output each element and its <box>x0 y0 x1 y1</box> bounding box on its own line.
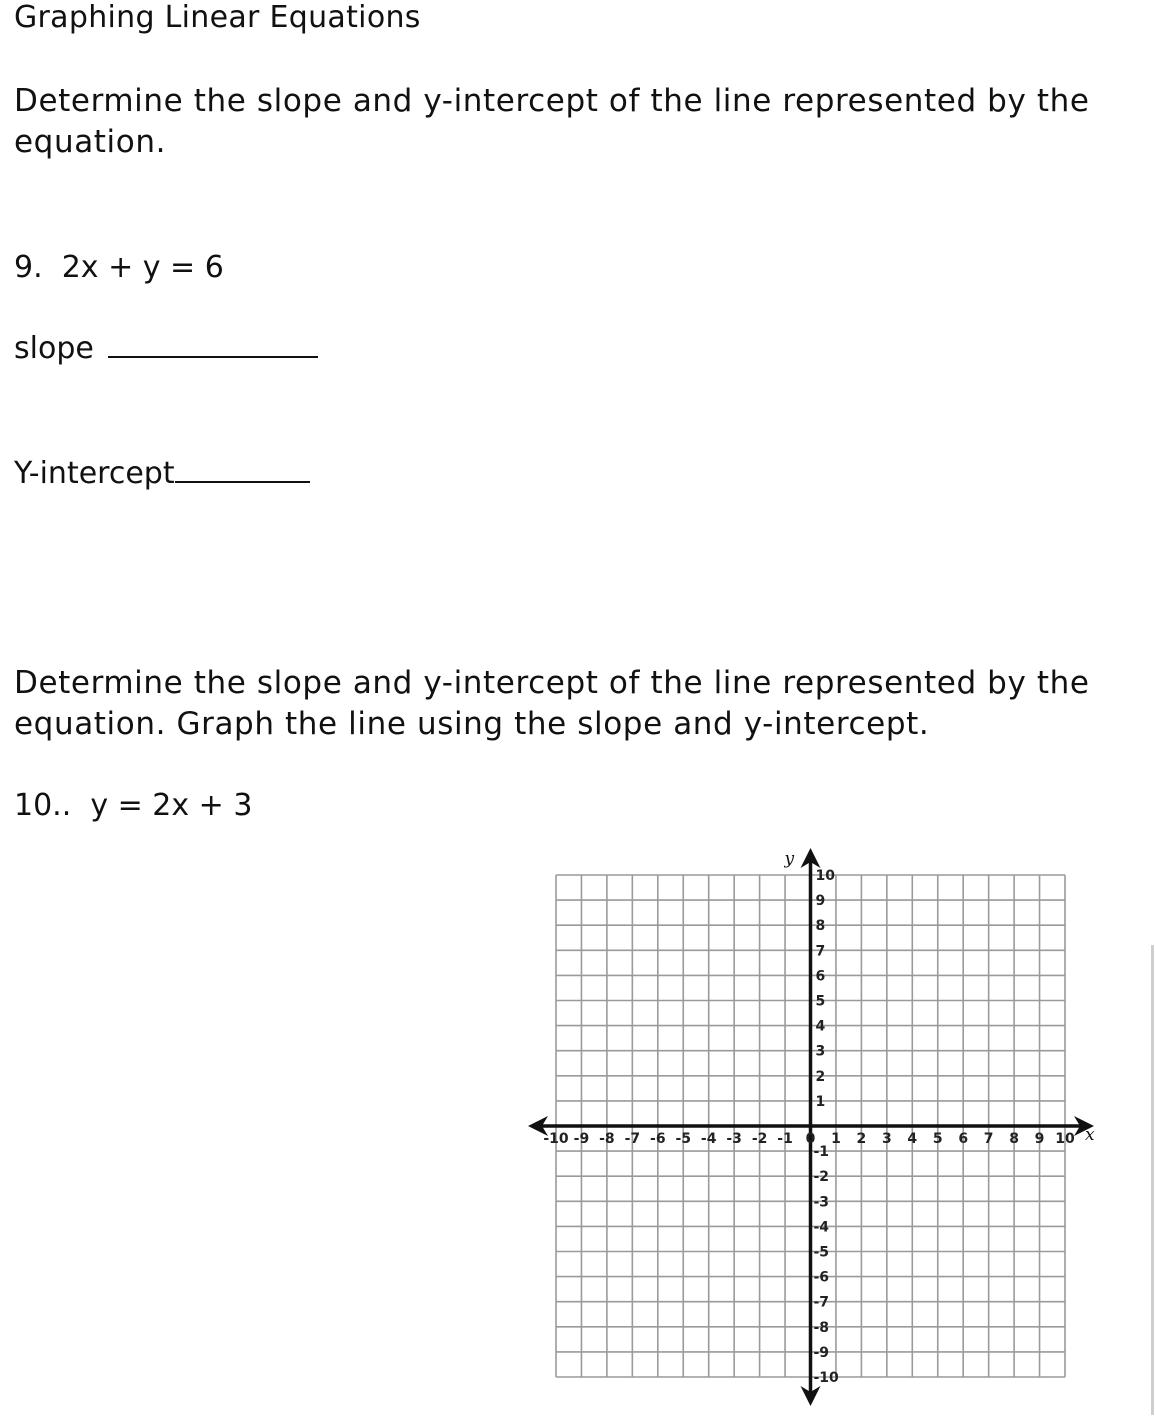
axes <box>528 848 1094 1406</box>
problem-9-equation: 2x + y = 6 <box>61 250 224 285</box>
x-tick-label: -3 <box>726 1131 742 1147</box>
worksheet-title: Graphing Linear Equations <box>14 0 421 35</box>
x-tick-label: 3 <box>881 1131 892 1147</box>
x-tick-label: 7 <box>983 1131 994 1147</box>
x-tick-label: -8 <box>599 1131 615 1147</box>
y-tick-label: -9 <box>813 1344 830 1361</box>
x-tick-label: 0 <box>805 1131 816 1147</box>
tick-labels <box>543 849 1095 1386</box>
problem-10-number: 10.. <box>14 788 72 823</box>
y-tick-label: -6 <box>813 1269 830 1286</box>
y-tick-label: -7 <box>813 1294 830 1311</box>
x-tick-label: 2 <box>856 1131 867 1147</box>
y-axis-label: y <box>784 849 795 869</box>
x-tick-label: -4 <box>700 1131 717 1147</box>
slope-answer-blank[interactable] <box>108 334 318 358</box>
instruction-1: Determine the slope and y-intercept of the line represented by the equation. <box>14 83 1090 160</box>
yintercept-field <box>14 456 310 491</box>
y-tick-label: -5 <box>813 1244 830 1261</box>
x-tick-label: -9 <box>573 1131 590 1147</box>
x-tick-label: -5 <box>675 1131 692 1147</box>
x-tick-label: 10 <box>1055 1131 1075 1147</box>
x-tick-label: 9 <box>1034 1131 1045 1147</box>
problem-9 <box>14 250 224 285</box>
y-tick-label: 10 <box>815 868 835 884</box>
x-tick-label: 4 <box>907 1131 918 1147</box>
x-tick-label: -1 <box>777 1131 793 1147</box>
x-tick-label: -6 <box>650 1131 666 1147</box>
instruction-2: Determine the slope and y-intercept of the line represented by the equation. Graph the line using the slope and y-intercept. <box>14 665 1090 742</box>
y-tick-label: 9 <box>815 893 826 910</box>
y-tick-label: -10 <box>813 1370 839 1386</box>
slope-label: slope <box>14 331 94 366</box>
y-tick-label: -3 <box>813 1194 830 1211</box>
x-tick-label: 6 <box>958 1131 969 1147</box>
y-tick-label: 2 <box>815 1068 826 1085</box>
x-tick-label: -10 <box>543 1131 569 1147</box>
x-tick-label: 1 <box>831 1131 841 1147</box>
y-tick-label: -4 <box>813 1219 830 1236</box>
x-tick-label: -2 <box>751 1131 768 1147</box>
y-tick-label: 1 <box>815 1093 826 1110</box>
y-tick-label: -8 <box>813 1319 830 1336</box>
y-tick-label: -1 <box>813 1144 830 1161</box>
x-tick-label: 5 <box>932 1131 943 1147</box>
x-tick-label: 8 <box>1009 1131 1019 1147</box>
x-axis-label: x <box>1085 1125 1095 1145</box>
y-tick-label: 5 <box>815 993 826 1010</box>
y-tick-label: 8 <box>815 918 826 935</box>
x-tick-label: -7 <box>624 1131 641 1147</box>
y-tick-label: 7 <box>815 943 826 960</box>
coordinate-grid[interactable] <box>520 840 1100 1415</box>
y-tick-label: 4 <box>815 1018 826 1035</box>
y-tick-label: -2 <box>813 1169 830 1186</box>
problem-10 <box>14 788 252 823</box>
yintercept-answer-blank[interactable] <box>175 459 310 483</box>
y-tick-label: 3 <box>815 1043 826 1060</box>
y-tick-label: 6 <box>815 968 826 985</box>
yintercept-label: Y-intercept <box>14 456 175 491</box>
problem-9-number: 9. <box>14 250 43 285</box>
slope-field <box>14 331 318 366</box>
page-scroll-edge <box>1151 945 1154 1415</box>
problem-10-equation: y = 2x + 3 <box>90 788 253 823</box>
